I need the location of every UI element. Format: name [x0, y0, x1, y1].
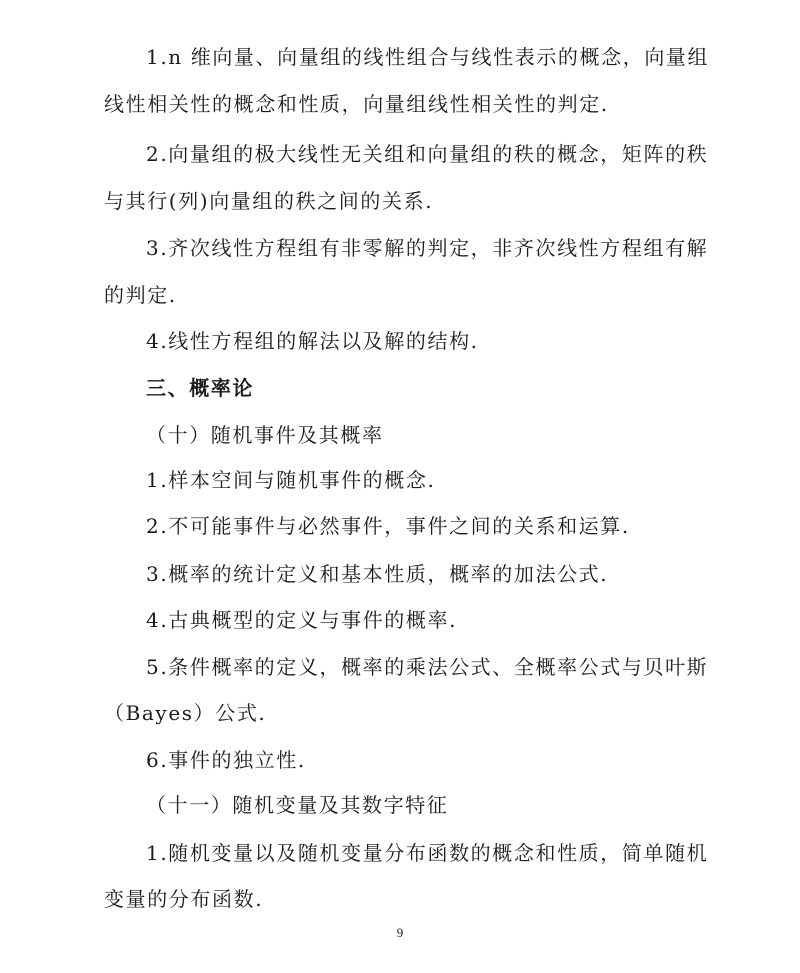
- subsection-heading: （十一）随机变量及其数字特征: [146, 793, 449, 817]
- page-number: 9: [396, 925, 404, 940]
- text-line: （Bayes）公式.: [104, 701, 267, 725]
- text-line: 1.随机变量以及随机变量分布函数的概念和性质，简单随机: [146, 841, 709, 865]
- text-line: 4.古典概型的定义与事件的概率.: [146, 608, 458, 632]
- text-line: 变量的分布函数.: [104, 887, 264, 911]
- text-line: 6.事件的独立性.: [146, 748, 306, 772]
- section-heading: 三、概率论: [146, 376, 254, 400]
- text-line: 与其行(列)向量组的秩之间的关系.: [104, 189, 434, 213]
- text-line: 1.n 维向量、向量组的线性组合与线性表示的概念，向量组: [146, 45, 710, 69]
- text-line: 1.样本空间与随机事件的概念.: [146, 468, 436, 492]
- text-line: 3.齐次线性方程组有非零解的判定，非齐次线性方程组有解: [146, 236, 709, 260]
- text-line: 5.条件概率的定义，概率的乘法公式、全概率公式与贝叶斯: [146, 655, 709, 679]
- subsection-heading: （十）随机事件及其概率: [146, 423, 384, 447]
- text-line: 4.线性方程组的解法以及解的结构.: [146, 329, 479, 353]
- text-line: 线性相关性的概念和性质，向量组线性相关性的判定.: [104, 92, 609, 116]
- text-line: 2.向量组的极大线性无关组和向量组的秩的概念，矩阵的秩: [146, 142, 709, 166]
- text-line: 3.概率的统计定义和基本性质，概率的加法公式.: [146, 562, 609, 586]
- text-line: 2.不可能事件与必然事件，事件之间的关系和运算.: [146, 514, 630, 538]
- text-line: 的判定.: [104, 283, 177, 307]
